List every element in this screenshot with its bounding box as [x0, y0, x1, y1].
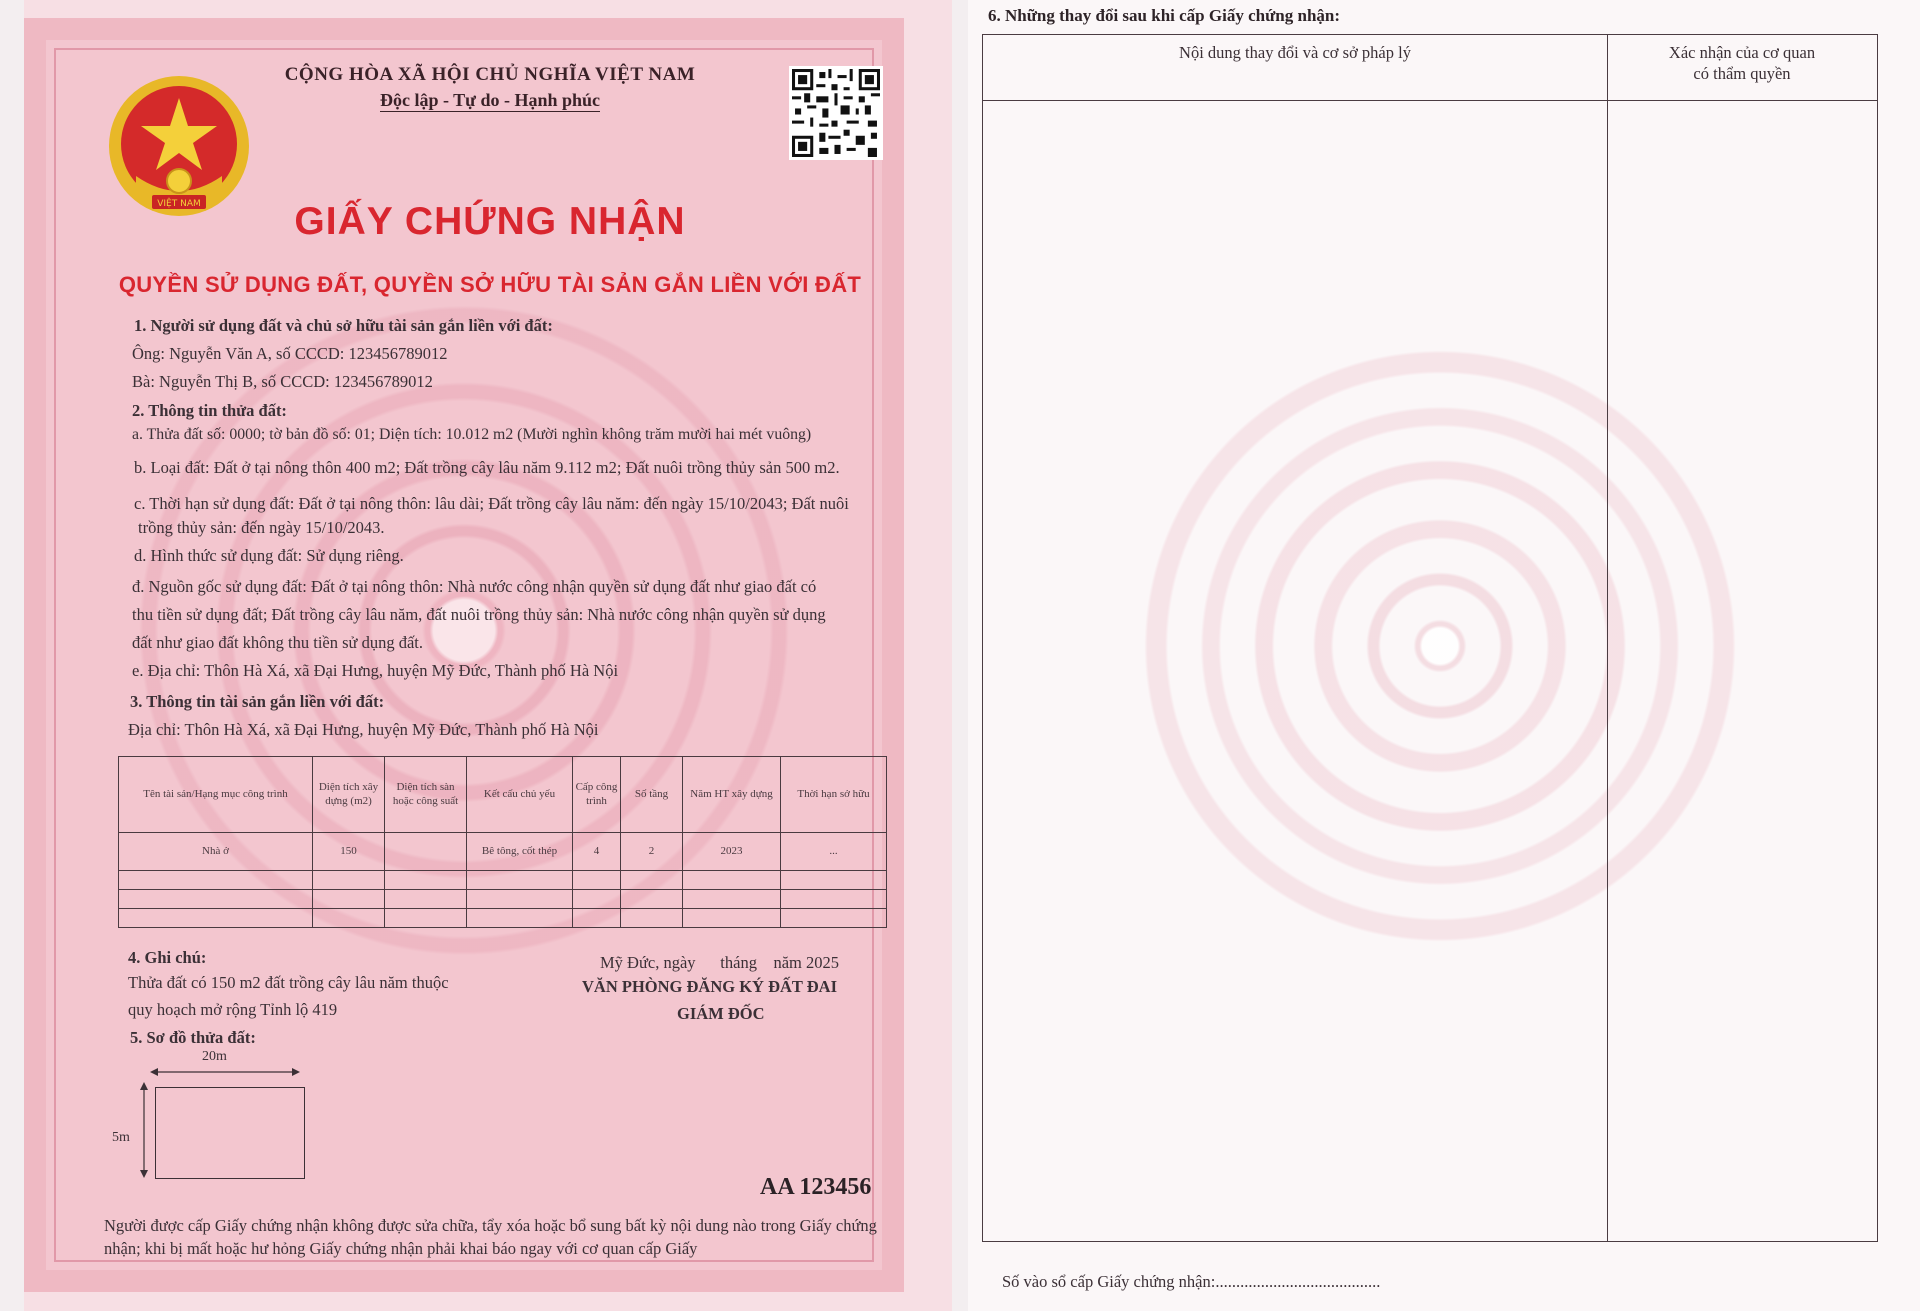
changes-table-header-divider — [983, 100, 1877, 101]
parcel-info-dd-line3: đất như giao đất không thu tiền sử dụng đất. — [132, 633, 424, 652]
section3-heading: 3. Thông tin tài sản gắn liền với đất: — [130, 692, 385, 711]
register-number-line: Số vào sổ cấp Giấy chứng nhận:........................................ — [1002, 1272, 1381, 1291]
nation-motto — [250, 90, 730, 111]
serial-number: AA 123456 — [760, 1174, 872, 1200]
changes-table — [982, 34, 1878, 1242]
parcel-address: e. Địa chỉ: Thôn Hà Xá, xã Đại Hưng, huyện Mỹ Đức, Thành phố Hà Nội — [132, 661, 619, 680]
cell-grade: 4 — [573, 833, 621, 871]
owner-2: Bà: Nguyễn Thị B, số CCCD: 123456789012 — [132, 372, 433, 391]
table-row-empty — [119, 871, 887, 890]
parcel-info-c-line2: trồng thủy sản: đến ngày 15/10/2043. — [138, 518, 385, 537]
certificate-subtitle: QUYỀN SỬ DỤNG ĐẤT, QUYỀN SỞ HỮU TÀI SẢN GẮN LIỀN VỚI ĐẤT — [118, 272, 862, 297]
table-row-empty — [119, 909, 887, 928]
sign-place-date: Mỹ Đức, ngày tháng năm 2025 — [600, 953, 839, 972]
parcel-info-dd-line2: thu tiền sử dụng đất; Đất trồng cây lâu năm, đất nuôi trồng thủy sản: Nhà nước công nhận quyền sử dụng — [132, 605, 826, 624]
col-ownership-term: Thời hạn sở hữu — [781, 757, 887, 833]
qr-code-icon[interactable] — [789, 66, 883, 160]
note-line1: Thửa đất có 150 m2 đất trồng cây lâu năm thuộc — [128, 973, 449, 992]
cell-year-built: 2023 — [683, 833, 781, 871]
section5-heading: 5. Sơ đồ thửa đất: — [130, 1028, 256, 1047]
col-grade: Cấp công trình — [573, 757, 621, 833]
col-structure: Kết cấu chủ yếu — [467, 757, 573, 833]
parcel-info-b: b. Loại đất: Đất ở tại nông thôn 400 m2; Đất trồng cây lâu năm 9.112 m2; Đất nuôi trồng thủy sản 500 m2. — [134, 458, 840, 477]
section4-heading: 4. Ghi chú: — [128, 948, 207, 967]
col-authority-line2: có thẩm quyền — [1693, 63, 1791, 83]
section1-heading: 1. Người sử dụng đất và chủ sở hữu tài sản gắn liền với đất: — [134, 316, 553, 335]
parcel-sketch — [155, 1087, 305, 1179]
footnote: Người được cấp Giấy chứng nhận không được sửa chữa, tẩy xóa hoặc bổ sung bất kỳ nội dung nào trong Giấy chứng nhận; khi bị mất hoặc hư hỏng Giấy chứng nhận phải khai báo ngay với cơ quan cấp Giấy — [104, 1216, 877, 1259]
emblem-ribbon-text: VIỆT NAM — [157, 199, 201, 209]
changes-heading: 6. Những thay đổi sau khi cấp Giấy chứng nhận: — [988, 6, 1341, 25]
cell-ownership-term: ... — [781, 833, 887, 871]
section2-heading: 2. Thông tin thửa đất: — [132, 401, 287, 420]
col-authority-line1: Xác nhận của cơ quan — [1668, 43, 1816, 62]
col-change-content: Nội dung thay đổi và cơ sở pháp lý — [1179, 43, 1411, 62]
col-asset-name: Tên tài sản/Hạng mục công trình — [119, 757, 313, 833]
sketch-width-arrow-icon — [150, 1064, 300, 1080]
parcel-info-d: d. Hình thức sử dụng đất: Sử dụng riêng. — [134, 546, 404, 565]
parcel-info-a: a. Thửa đất số: 0000; tờ bản đồ số: 01; Diện tích: 10.012 m2 (Mười nghìn không trăm mười hai mét vuông) — [132, 426, 812, 443]
parcel-info-dd-line1: đ. Nguồn gốc sử dụng đất: Đất ở tại nông thôn: Nhà nước công nhận quyền sử dụng đất như giao đất có — [132, 577, 817, 596]
col-floor-area: Diện tích sàn hoặc công suất — [385, 757, 467, 833]
col-authority-confirmation — [1607, 43, 1877, 84]
cell-floor-area — [385, 833, 467, 871]
sketch-width-label: 20m — [202, 1049, 227, 1064]
sketch-height-arrow-icon — [136, 1082, 152, 1178]
cell-floors: 2 — [621, 833, 683, 871]
nation-title: CỘNG HÒA XÃ HỘI CHỦ NGHĨA VIỆT NAM — [284, 64, 696, 85]
sketch-height-label: 5m — [112, 1130, 130, 1145]
sign-role: GIÁM ĐỐC — [677, 1004, 765, 1023]
cell-asset-name: Nhà ở — [119, 833, 313, 871]
owner-1: Ông: Nguyễn Văn A, số CCCD: 123456789012 — [132, 344, 448, 363]
col-floors: Số tầng — [621, 757, 683, 833]
col-year-built: Năm HT xây dựng — [683, 757, 781, 833]
assets-table-header — [119, 757, 887, 833]
cell-built-area: 150 — [313, 833, 385, 871]
asset-address: Địa chỉ: Thôn Hà Xá, xã Đại Hưng, huyện Mỹ Đức, Thành phố Hà Nội — [128, 720, 599, 739]
col-built-area: Diện tích xây dựng (m2) — [313, 757, 385, 833]
parcel-info-c-line1: c. Thời hạn sử dụng đất: Đất ở tại nông thôn: lâu dài; Đất trồng cây lâu năm: đến ngày 15/10/2043; Đất nuôi — [134, 494, 849, 513]
sign-office: VĂN PHÒNG ĐĂNG KÝ ĐẤT ĐAI — [582, 977, 837, 996]
certificate-title: GIẤY CHỨNG NHẬN — [294, 200, 686, 243]
cell-structure: Bê tông, cốt thép — [467, 833, 573, 871]
table-row-empty — [119, 890, 887, 909]
assets-table — [118, 756, 887, 928]
nation-motto-text: Độc lập - Tự do - Hạnh phúc — [379, 90, 601, 110]
note-line2: quy hoạch mở rộng Tỉnh lộ 419 — [128, 1000, 338, 1019]
changes-table-column-divider — [1607, 35, 1608, 1241]
table-row — [119, 833, 887, 871]
